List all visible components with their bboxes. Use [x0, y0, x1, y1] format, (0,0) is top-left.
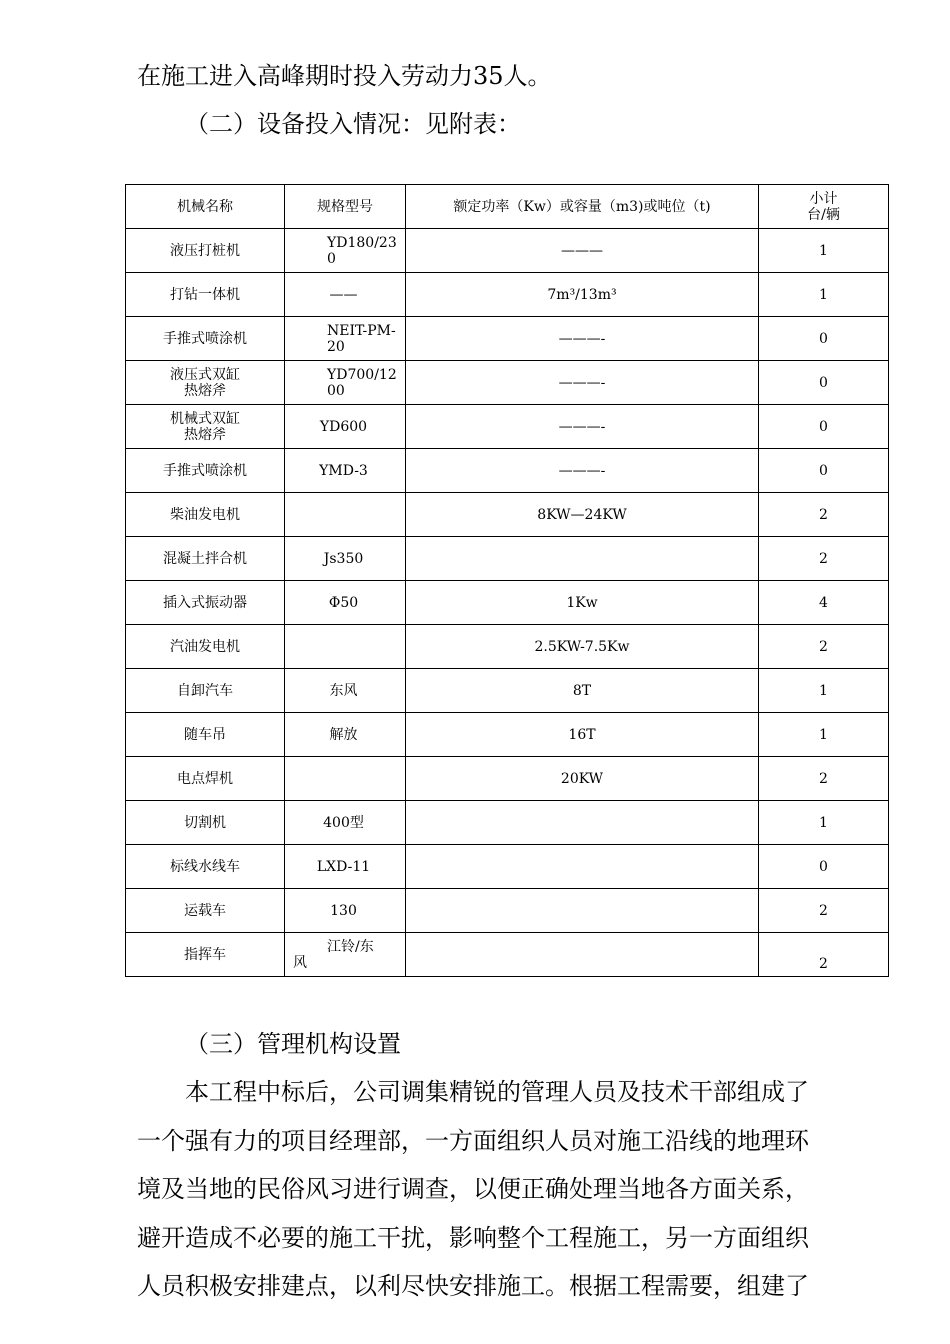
table-row	[126, 845, 889, 889]
body-line: 人员积极安排建点，以利尽快安排施工。根据工程需要，组建了	[137, 1272, 809, 1300]
header-rating: 额定功率（Kw）或容量（m3)或吨位（t)	[406, 185, 759, 229]
cell-qty: 1	[759, 273, 889, 317]
cell-rating: ———	[406, 229, 759, 273]
cell-name: 打钻一体机	[126, 273, 285, 317]
cell-rating	[406, 537, 759, 581]
table-row	[126, 273, 889, 317]
cell-qty: 2	[759, 625, 889, 669]
body-line: 本工程中标后，公司调集精锐的管理人员及技术干部组成了	[185, 1078, 809, 1106]
cell-qty: 1	[759, 229, 889, 273]
table-row	[126, 449, 889, 493]
body-line: 避开造成不必要的施工干扰，影响整个工程施工，另一方面组织	[137, 1223, 809, 1252]
cell-qty: 2	[759, 493, 889, 537]
cell-rating: 8KW—24KW	[406, 493, 759, 537]
cell-qty: 0	[759, 361, 889, 405]
cell-spec: YD600	[285, 405, 406, 449]
cell-spec	[285, 625, 406, 669]
table-row	[126, 669, 889, 713]
cell-spec: ——	[285, 273, 406, 317]
cell-name: 切割机	[126, 801, 285, 845]
cell-rating: ———-	[406, 405, 759, 449]
header-qty	[759, 185, 889, 229]
table-row	[126, 713, 889, 757]
cell-name: 机械式双缸热熔斧	[126, 405, 285, 449]
cell-spec: NEIT-PM-20	[285, 317, 406, 361]
cell-name: 插入式振动器	[126, 581, 285, 625]
cell-spec: 江铃/东风	[285, 933, 406, 977]
cell-name: 运载车	[126, 889, 285, 933]
cell-spec: YD700/1200	[285, 361, 406, 405]
cell-name: 手推式喷涂机	[126, 317, 285, 361]
header-name: 机械名称	[126, 185, 285, 229]
cell-qty: 1	[759, 713, 889, 757]
cell-rating: 2.5KW-7.5Kw	[406, 625, 759, 669]
cell-rating: 7m³/13m³	[406, 273, 759, 317]
cell-spec: Φ50	[285, 581, 406, 625]
table-row	[126, 361, 889, 405]
section-heading-management: （三）管理机构设置	[185, 1030, 401, 1058]
cell-rating: 20KW	[406, 757, 759, 801]
cell-qty: 0	[759, 317, 889, 361]
cell-spec: 东风	[285, 669, 406, 713]
cell-spec: 400型	[285, 801, 406, 845]
cell-name: 手推式喷涂机	[126, 449, 285, 493]
cell-spec	[285, 493, 406, 537]
cell-spec: 解放	[285, 713, 406, 757]
body-line: 境及当地的民俗风习进行调查，以便正确处理当地各方面关系，	[137, 1175, 809, 1203]
cell-name: 汽油发电机	[126, 625, 285, 669]
header-qty-line2: 台/辆	[807, 206, 840, 223]
cell-name: 电点焊机	[126, 757, 285, 801]
cell-qty: 2	[759, 889, 889, 933]
cell-rating	[406, 845, 759, 889]
cell-name: 柴油发电机	[126, 493, 285, 537]
cell-rating: 1Kw	[406, 581, 759, 625]
cell-rating	[406, 801, 759, 845]
cell-spec: Js350	[285, 537, 406, 581]
table-row	[126, 405, 889, 449]
cell-spec: LXD-11	[285, 845, 406, 889]
cell-spec	[285, 757, 406, 801]
section-heading-equipment: （二）设备投入情况：见附表：	[185, 110, 521, 138]
cell-qty: 0	[759, 449, 889, 493]
table-row	[126, 757, 889, 801]
cell-name: 随车吊	[126, 713, 285, 757]
cell-qty: 1	[759, 669, 889, 713]
table-row	[126, 933, 889, 977]
cell-name: 液压打桩机	[126, 229, 285, 273]
cell-rating: 8T	[406, 669, 759, 713]
cell-spec: YMD-3	[285, 449, 406, 493]
cell-name: 标线水线车	[126, 845, 285, 889]
cell-qty: 2	[759, 537, 889, 581]
cell-qty: 0	[759, 845, 889, 889]
cell-qty: 0	[759, 405, 889, 449]
cell-rating: ———-	[406, 317, 759, 361]
management-paragraph	[137, 1068, 877, 1311]
cell-name: 混凝土拌合机	[126, 537, 285, 581]
cell-qty: 1	[759, 801, 889, 845]
table-row	[126, 889, 889, 933]
table-row	[126, 493, 889, 537]
table-row	[126, 537, 889, 581]
cell-spec: 130	[285, 889, 406, 933]
equipment-table	[125, 184, 889, 977]
paragraph-labor: 在施工进入高峰期时投入劳动力35人。	[137, 62, 552, 90]
table-row	[126, 625, 889, 669]
cell-qty: 4	[759, 581, 889, 625]
cell-rating	[406, 933, 759, 977]
cell-name: 液压式双缸热熔斧	[126, 361, 285, 405]
table-row	[126, 581, 889, 625]
table-row	[126, 801, 889, 845]
header-spec: 规格型号	[285, 185, 406, 229]
cell-rating	[406, 889, 759, 933]
cell-qty: 2	[759, 933, 889, 977]
cell-rating: ———-	[406, 449, 759, 493]
cell-name: 指挥车	[126, 933, 285, 977]
body-line: 一个强有力的项目经理部，一方面组织人员对施工沿线的地理环	[137, 1126, 809, 1155]
cell-qty: 2	[759, 757, 889, 801]
header-qty-line1: 小计	[809, 190, 838, 207]
cell-spec: YD180/230	[285, 229, 406, 273]
cell-name: 自卸汽车	[126, 669, 285, 713]
cell-rating: 16T	[406, 713, 759, 757]
cell-rating: ———-	[406, 361, 759, 405]
table-row	[126, 317, 889, 361]
table-header-row	[126, 185, 889, 229]
table-row	[126, 229, 889, 273]
